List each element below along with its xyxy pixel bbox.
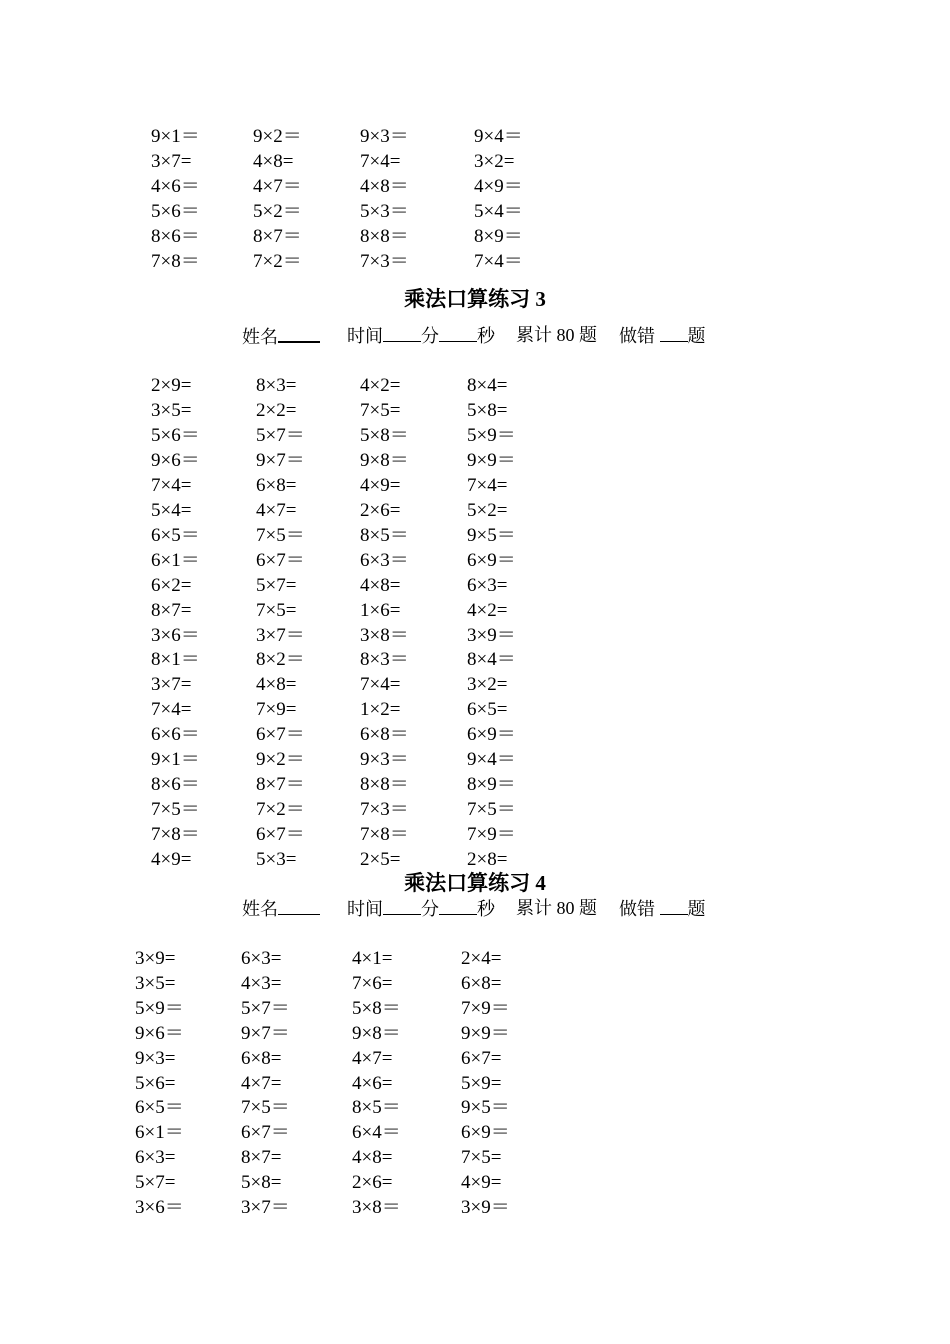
exercise-item: 5×6＝: [151, 201, 200, 222]
exercise-item: 5×7＝: [241, 997, 290, 1019]
exercise-item: 4×8=: [253, 151, 294, 172]
exercise-item: 4×9=: [151, 849, 192, 871]
exercise-row: [0, 647, 950, 672]
name-blank[interactable]: [278, 323, 320, 343]
exercise-item: 7×5=: [360, 399, 401, 421]
exercise-row: [0, 448, 950, 473]
exercise-row: [0, 523, 950, 548]
exercise-item: 9×8＝: [352, 1022, 401, 1044]
exercise-item: 6×9＝: [467, 549, 516, 571]
exercise-item: 5×4=: [151, 499, 192, 521]
exercise-item: 4×1=: [352, 948, 393, 969]
exercise-item: 3×7=: [151, 674, 192, 696]
exercise-row: [0, 822, 950, 847]
exercise-item: 6×9＝: [467, 724, 516, 746]
exercise-item: 5×9＝: [135, 997, 184, 1019]
exercise-row: [0, 548, 950, 573]
exercise-item: 9×7＝: [256, 449, 305, 471]
exercise-item: 7×9=: [256, 699, 297, 721]
exercise-item: 6×3=: [467, 574, 508, 596]
total-label: 累计 80 题: [516, 325, 597, 345]
exercise-item: 8×2＝: [256, 649, 305, 671]
exercise-item: 7×4=: [360, 151, 401, 172]
exercise-item: 3×2=: [474, 151, 515, 172]
exercise-item: 4×6=: [352, 1072, 393, 1094]
exercise-item: 5×8＝: [352, 997, 401, 1019]
minute-blank[interactable]: [383, 323, 421, 342]
exercise-item: 9×5＝: [461, 1097, 510, 1119]
exercise-item: 7×4=: [151, 474, 192, 496]
exercise-item: 5×9=: [461, 1072, 502, 1094]
exercise-item: 5×2=: [467, 499, 508, 521]
total-label: 累计 80 题: [516, 898, 597, 918]
exercise-item: 4×7=: [241, 1072, 282, 1094]
exercise-item: 4×8=: [256, 674, 297, 696]
exercise-item: 2×4=: [461, 948, 502, 969]
exercise-item: 4×9=: [461, 1172, 502, 1194]
exercise-item: 4×8=: [352, 1147, 393, 1169]
exercise-row: [0, 1071, 950, 1096]
exercise-item: 6×7＝: [256, 824, 305, 846]
exercise-item: 1×2=: [360, 699, 401, 721]
exercise-item: 1×6=: [360, 599, 401, 621]
exercise-item: 6×5=: [467, 699, 508, 721]
exercise-item: 4×8=: [360, 574, 401, 596]
name-label: 姓名: [242, 323, 320, 349]
exercise-item: 3×5=: [135, 972, 176, 994]
exercise-item: 7×9＝: [467, 824, 516, 846]
exercise-item: 2×8=: [467, 849, 508, 871]
minute-blank[interactable]: [383, 896, 421, 915]
exercise-item: 6×3=: [241, 948, 282, 969]
exercise-item: 4×8＝: [360, 176, 409, 197]
exercise-item: 7×5＝: [241, 1097, 290, 1119]
exercise-item: 8×6＝: [151, 774, 200, 796]
exercise-row: [0, 1120, 950, 1145]
exercise-row: [0, 697, 950, 722]
exercise-item: 5×7=: [135, 1172, 176, 1194]
exercise-item: 9×9＝: [467, 449, 516, 471]
exercise-item: 9×2＝: [253, 126, 302, 147]
exercise-row: [0, 1046, 950, 1071]
exercise-item: 7×9＝: [461, 997, 510, 1019]
exercise-row: [0, 149, 950, 174]
exercise-item: 4×9=: [360, 474, 401, 496]
exercise-item: 6×8＝: [360, 724, 409, 746]
exercise-item: 5×8=: [467, 399, 508, 421]
section-title-4: 乘法口算练习 4: [404, 871, 546, 895]
exercise-item: 5×3＝: [360, 201, 409, 222]
exercise-item: 3×7＝: [256, 624, 305, 646]
exercise-item: 5×7=: [256, 574, 297, 596]
second-blank[interactable]: [439, 323, 477, 342]
section-title-3: 乘法口算练习 3: [404, 287, 546, 311]
exercise-item: 7×4＝: [474, 251, 523, 272]
exercise-item: 2×6=: [352, 1172, 393, 1194]
exercise-item: 5×6＝: [151, 424, 200, 446]
exercise-item: 8×7＝: [256, 774, 305, 796]
exercise-row: [0, 672, 950, 697]
exercise-item: 9×8＝: [360, 449, 409, 471]
exercise-item: 5×6=: [135, 1072, 176, 1094]
exercise-item: 9×1＝: [151, 126, 200, 147]
exercise-item: 3×2=: [467, 674, 508, 696]
exercise-item: 5×9＝: [467, 424, 516, 446]
exercise-row: [0, 249, 950, 274]
exercise-item: 6×7＝: [256, 549, 305, 571]
exercise-row: [0, 747, 950, 772]
exercise-item: 8×7=: [241, 1147, 282, 1169]
exercise-item: 8×4=: [467, 375, 508, 396]
exercise-item: 6×7＝: [256, 724, 305, 746]
exercise-item: 3×8＝: [360, 624, 409, 646]
exercise-item: 9×4＝: [467, 749, 516, 771]
exercise-item: 8×6＝: [151, 226, 200, 247]
exercise-item: 6×8=: [256, 474, 297, 496]
exercise-item: 8×8＝: [360, 774, 409, 796]
exercise-item: 9×3＝: [360, 749, 409, 771]
exercise-item: 6×9＝: [461, 1122, 510, 1144]
exercise-item: 6×8=: [241, 1047, 282, 1069]
exercise-item: 4×2=: [467, 599, 508, 621]
exercise-row: [0, 772, 950, 797]
exercise-row: [0, 1021, 950, 1046]
exercise-row: [0, 722, 950, 747]
exercise-row: [0, 473, 950, 498]
exercise-item: 6×4＝: [352, 1122, 401, 1144]
exercise-item: 3×7＝: [241, 1197, 290, 1218]
exercise-item: 3×6＝: [135, 1197, 184, 1218]
exercise-row: [0, 498, 950, 523]
exercise-item: 9×4＝: [474, 126, 523, 147]
exercise-row: [0, 996, 950, 1021]
exercise-item: 7×3＝: [360, 251, 409, 272]
exercise-item: 6×5＝: [151, 524, 200, 546]
exercise-item: 5×2＝: [253, 201, 302, 222]
name-label: 姓名: [242, 896, 320, 921]
exercise-row: [0, 971, 950, 996]
exercise-item: 5×7＝: [256, 424, 305, 446]
exercise-item: 7×3＝: [360, 799, 409, 821]
exercise-item: 3×6＝: [151, 624, 200, 646]
exercise-item: 6×6＝: [151, 724, 200, 746]
exercise-item: 4×6＝: [151, 176, 200, 197]
exercise-item: 7×8＝: [151, 251, 200, 272]
exercise-item: 4×7=: [352, 1047, 393, 1069]
exercise-item: 7×6=: [352, 972, 393, 994]
exercise-item: 5×3=: [256, 849, 297, 871]
exercise-row: [0, 1145, 950, 1170]
exercise-item: 9×9＝: [461, 1022, 510, 1044]
exercise-row: [0, 373, 950, 398]
exercise-row: [0, 573, 950, 598]
exercise-item: 7×5＝: [151, 799, 200, 821]
exercise-row: [0, 398, 950, 423]
exercise-item: 3×9＝: [461, 1197, 510, 1218]
exercise-row: [0, 199, 950, 224]
exercise-item: 8×5＝: [360, 524, 409, 546]
exercise-row: [0, 623, 950, 648]
exercise-item: 2×5=: [360, 849, 401, 871]
exercise-item: 6×8=: [461, 972, 502, 994]
wrong-blank[interactable]: [660, 323, 688, 342]
exercise-item: 7×4=: [467, 474, 508, 496]
exercise-item: 8×1＝: [151, 649, 200, 671]
second-blank[interactable]: [439, 896, 477, 915]
wrong-label: 做错 题: [619, 323, 706, 348]
exercise-row: [0, 1095, 950, 1120]
exercise-item: 4×3=: [241, 972, 282, 994]
exercise-item: 8×7＝: [253, 226, 302, 247]
exercise-row: [0, 423, 950, 448]
exercise-item: 7×4=: [360, 674, 401, 696]
exercise-row: [0, 224, 950, 249]
exercise-item: 7×8＝: [151, 824, 200, 846]
exercise-item: 8×7=: [151, 599, 192, 621]
exercise-item: 4×7＝: [253, 176, 302, 197]
exercise-row: [0, 1170, 950, 1195]
exercise-item: 9×1＝: [151, 749, 200, 771]
exercise-item: 6×3＝: [360, 549, 409, 571]
exercise-item: 6×5＝: [135, 1097, 184, 1119]
exercise-item: 8×3=: [256, 375, 297, 396]
exercise-item: 6×7=: [461, 1047, 502, 1069]
exercise-item: 2×6=: [360, 499, 401, 521]
exercise-row: [0, 174, 950, 199]
wrong-label: 做错 题: [619, 896, 706, 921]
exercise-item: 5×8=: [241, 1172, 282, 1194]
exercise-item: 8×3＝: [360, 649, 409, 671]
exercise-row: [0, 797, 950, 822]
exercise-item: 5×4＝: [474, 201, 523, 222]
exercise-item: 9×6＝: [135, 1022, 184, 1044]
exercise-item: 7×5=: [256, 599, 297, 621]
wrong-blank[interactable]: [660, 896, 688, 915]
exercise-item: 4×2=: [360, 375, 401, 396]
exercise-item: 9×7＝: [241, 1022, 290, 1044]
exercise-item: 8×9＝: [474, 226, 523, 247]
exercise-item: 8×8＝: [360, 226, 409, 247]
exercise-item: 3×5=: [151, 399, 192, 421]
exercise-item: 6×7＝: [241, 1122, 290, 1144]
exercise-item: 3×9=: [135, 948, 176, 969]
name-blank[interactable]: [278, 896, 320, 915]
exercise-item: 3×8＝: [352, 1197, 401, 1218]
exercise-item: 9×2＝: [256, 749, 305, 771]
exercise-item: 7×5=: [461, 1147, 502, 1169]
exercise-item: 9×5＝: [467, 524, 516, 546]
exercise-item: 3×7=: [151, 151, 192, 172]
exercise-item: 9×3＝: [360, 126, 409, 147]
exercise-item: 4×7=: [256, 499, 297, 521]
exercise-item: 7×5＝: [256, 524, 305, 546]
exercise-item: 6×1＝: [151, 549, 200, 571]
exercise-item: 9×3=: [135, 1047, 176, 1069]
time-label: 时间 分 秒: [347, 896, 495, 921]
exercise-row: [0, 946, 950, 971]
exercise-item: 7×2＝: [256, 799, 305, 821]
exercise-row: [0, 1195, 950, 1220]
exercise-item: 7×8＝: [360, 824, 409, 846]
exercise-item: 6×2=: [151, 574, 192, 596]
exercise-item: 2×9=: [151, 375, 192, 396]
exercise-item: 5×8＝: [360, 424, 409, 446]
exercise-row: [0, 124, 950, 149]
exercise-item: 8×4＝: [467, 649, 516, 671]
exercise-item: 7×4=: [151, 699, 192, 721]
exercise-item: 4×9＝: [474, 176, 523, 197]
exercise-item: 6×1＝: [135, 1122, 184, 1144]
time-label: 时间 分 秒: [347, 323, 495, 348]
exercise-item: 7×5＝: [467, 799, 516, 821]
exercise-row: [0, 598, 950, 623]
exercise-item: 7×2＝: [253, 251, 302, 272]
exercise-item: 8×5＝: [352, 1097, 401, 1119]
exercise-item: 3×9＝: [467, 624, 516, 646]
exercise-item: 2×2=: [256, 399, 297, 421]
exercise-item: 9×6＝: [151, 449, 200, 471]
exercise-item: 8×9＝: [467, 774, 516, 796]
exercise-item: 6×3=: [135, 1147, 176, 1169]
